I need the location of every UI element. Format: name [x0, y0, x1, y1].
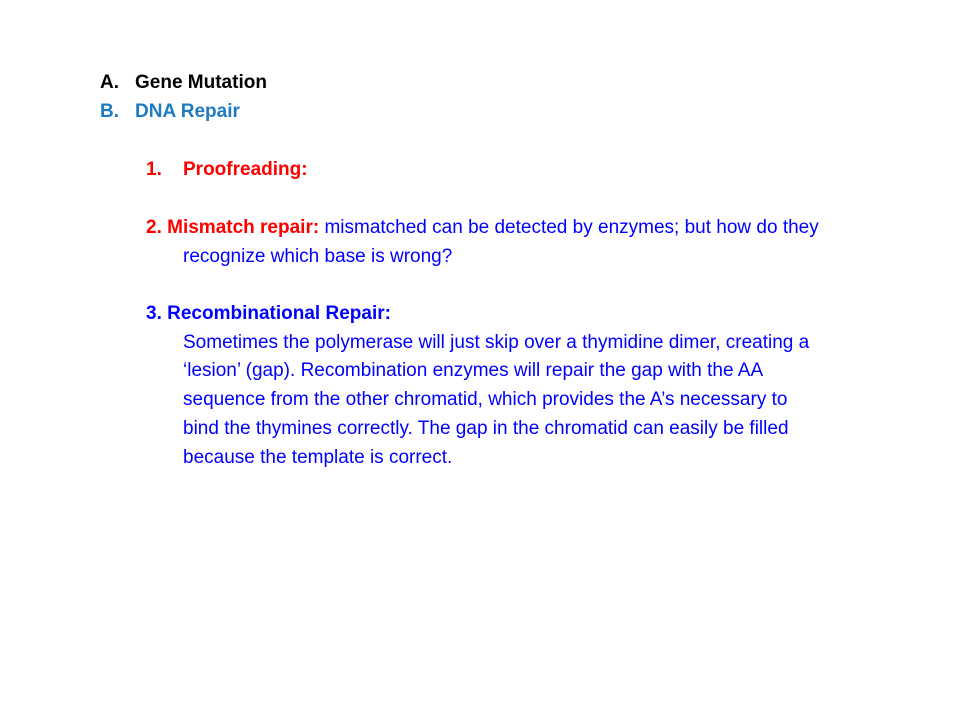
proofreading-marker: 1.: [146, 159, 162, 180]
recombinational-text-line: [183, 330, 809, 356]
mismatch-repair-line-2: [183, 244, 452, 270]
proofreading-heading: [146, 157, 308, 183]
mismatch-repair-line-1: [146, 215, 819, 241]
mismatch-repair-text-2: recognize which base is wrong?: [183, 246, 453, 267]
mismatch-repair-text-1: mismatched can be detected by enzymes; but how do they: [324, 217, 819, 238]
outline-item-b-marker: B.: [100, 101, 119, 122]
recombinational-text-line: [183, 445, 452, 471]
recombinational-text-line-3: sequence from the other chromatid, which provides the A’s necessary to: [183, 389, 788, 410]
outline-item-a: [100, 70, 267, 96]
recombinational-repair-label: 3. Recombinational Repair:: [146, 303, 391, 324]
recombinational-text-line-1: Sometimes the polymerase will just skip over a thymidine dimer, creating a: [183, 332, 810, 353]
outline-item-a-label: Gene Mutation: [135, 72, 267, 93]
recombinational-text-line-2: ‘lesion’ (gap). Recombination enzymes will repair the gap with the AA: [183, 360, 764, 381]
outline-item-a-marker: A.: [100, 72, 119, 93]
proofreading-label: Proofreading:: [183, 159, 308, 180]
outline-item-b: [100, 99, 240, 125]
outline-item-b-label: DNA Repair: [135, 101, 240, 122]
recombinational-text-line: [183, 358, 763, 384]
mismatch-repair-label: 2. Mismatch repair:: [146, 217, 320, 238]
recombinational-text-line: [183, 416, 789, 442]
recombinational-text-line-5: because the template is correct.: [183, 447, 453, 468]
recombinational-repair-heading: [146, 301, 391, 327]
recombinational-text-line-4: bind the thymines correctly. The gap in the chromatid can easily be filled: [183, 418, 789, 439]
recombinational-text-line: [183, 387, 787, 413]
